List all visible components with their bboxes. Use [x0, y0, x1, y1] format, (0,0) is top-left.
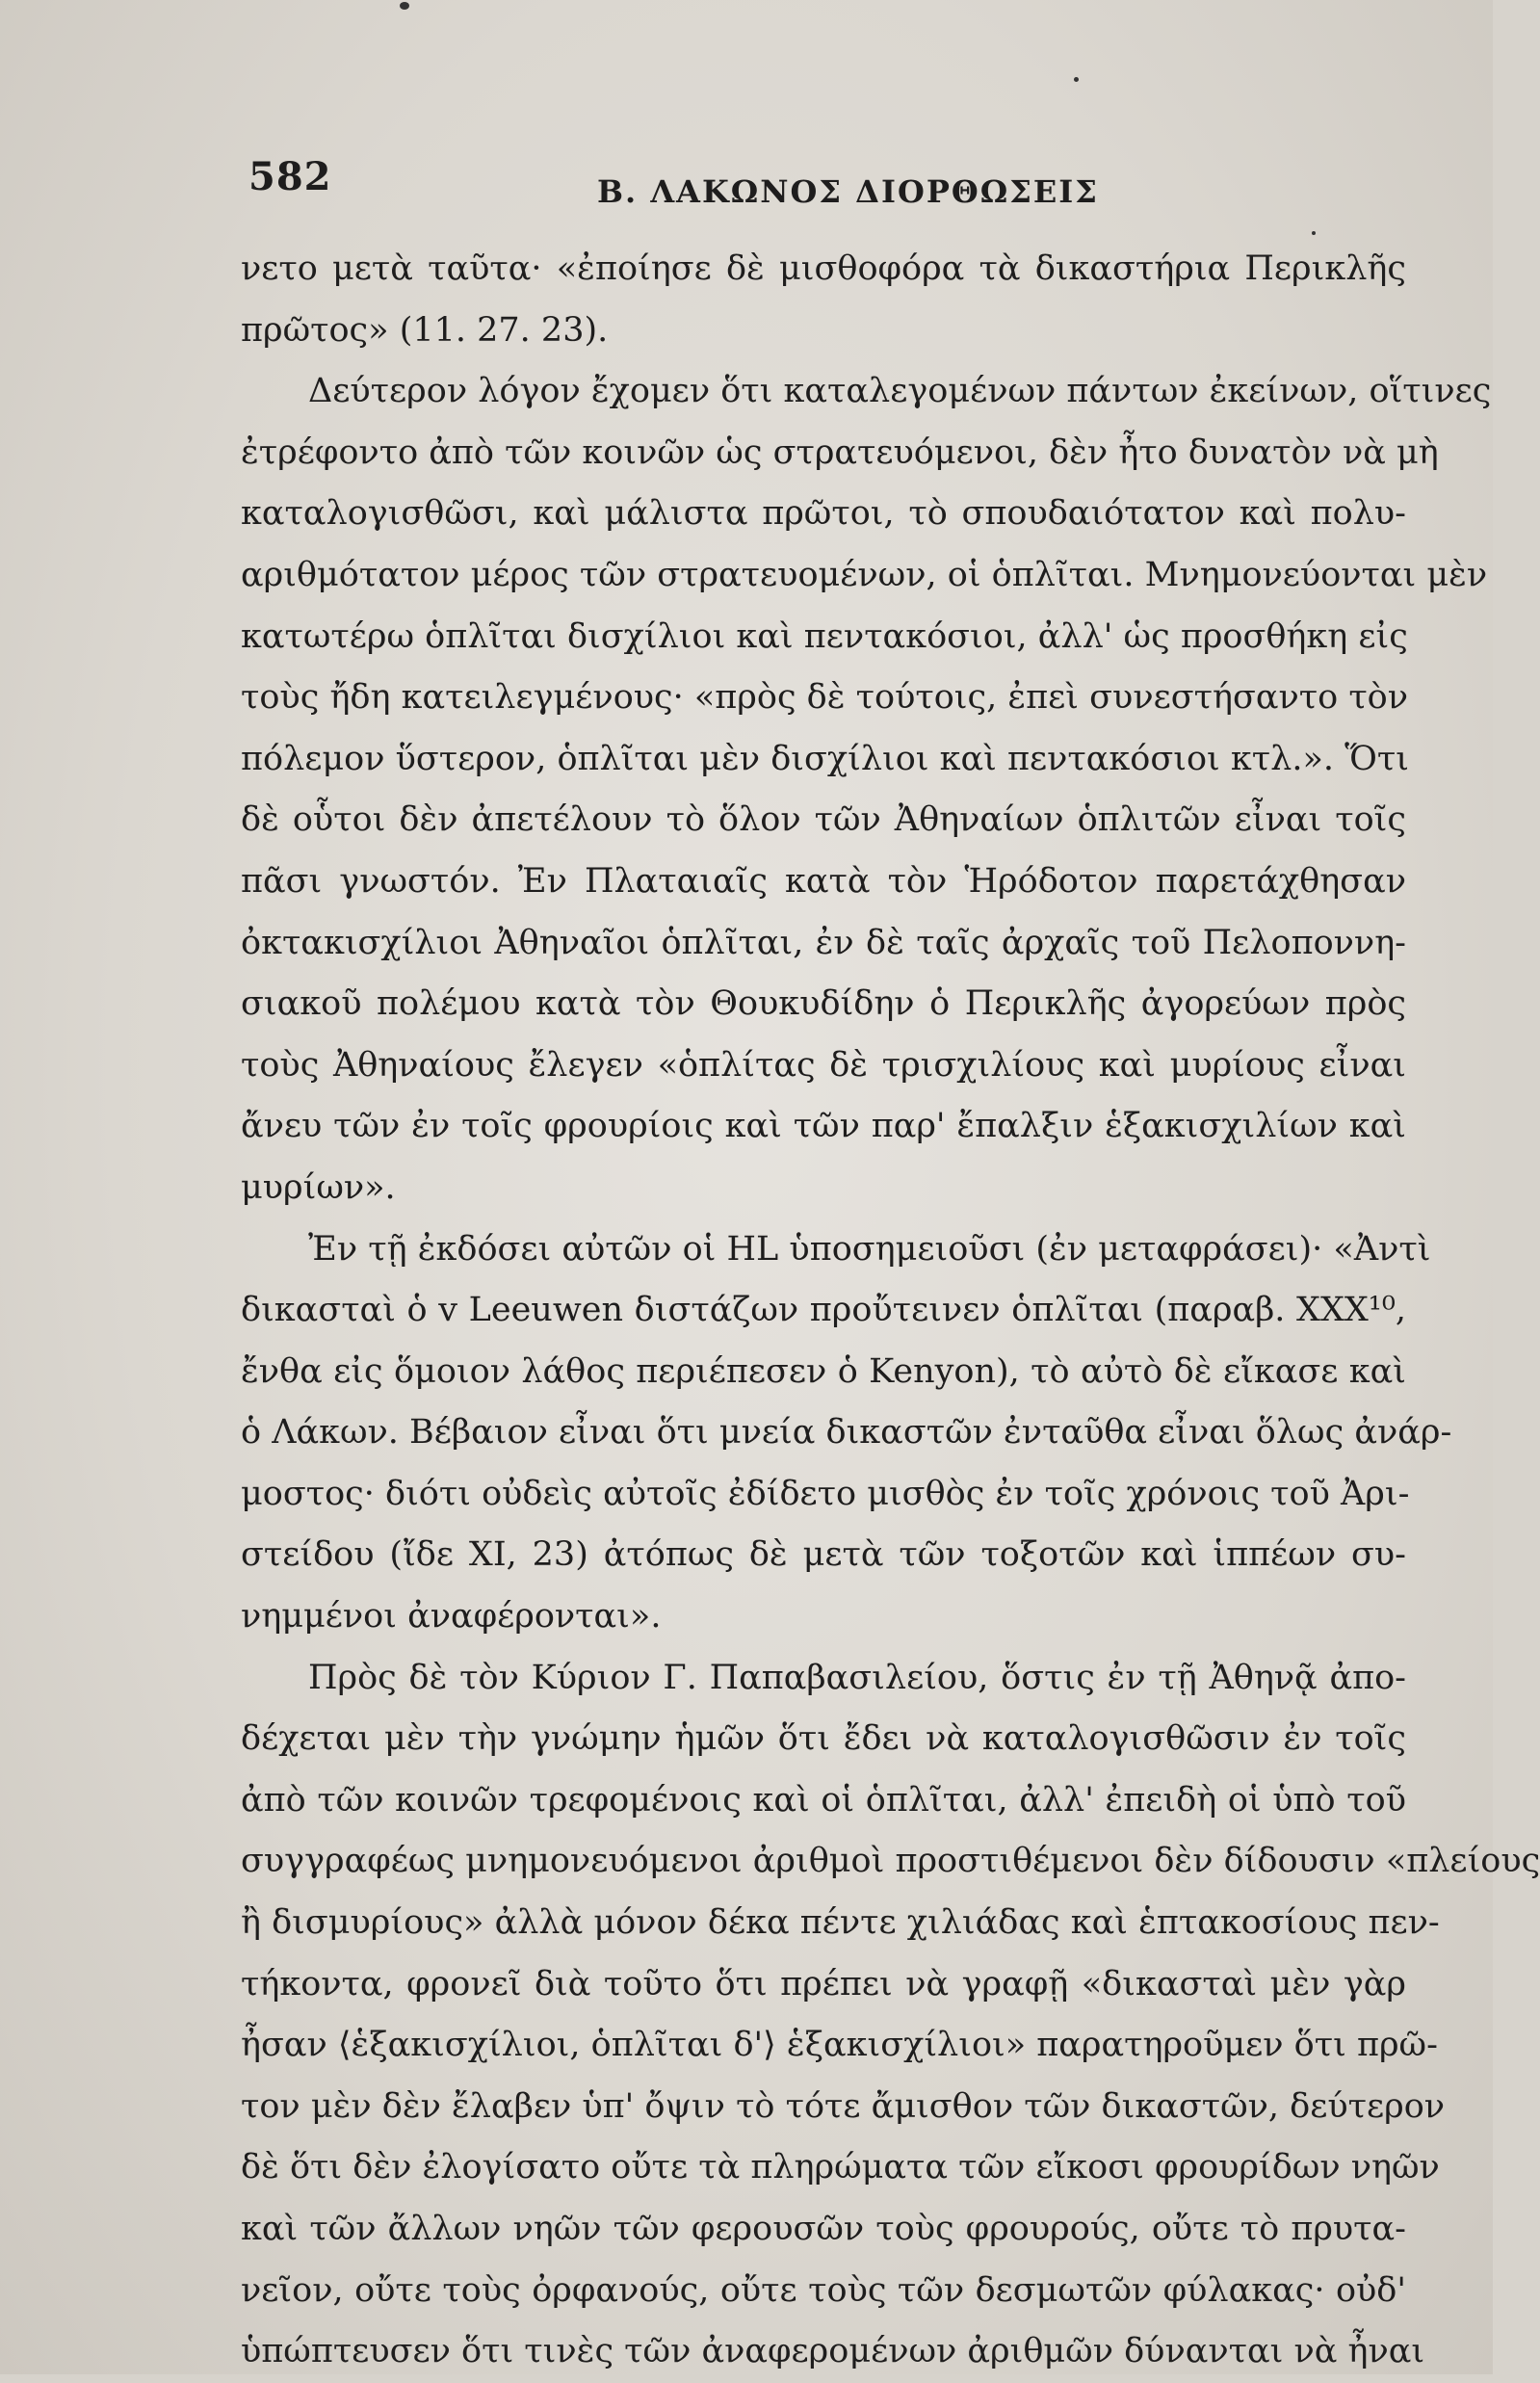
text-line: ὁ Λάκων. Βέβαιον εἶναι ὅτι μνεία δικαστῶν ἐνταῦθα εἶναι ὅλως ἀνάρ- — [241, 1413, 1452, 1453]
text-line: κατωτέρω ὁπλῖται δισχίλιοι καὶ πεντακόσιοι, ἀλλ' ὡς προσθήκη εἰς — [241, 616, 1408, 656]
text-line: δὲ ὅτι δὲν ἐλογίσατο οὔτε τὰ πληρώματα τῶν εἴκοσι φρουρίδων νηῶν — [241, 2148, 1440, 2187]
text-line: τον μὲν δὲν ἔλαβεν ὑπ' ὄψιν τὸ τότε ἄμισθον τῶν δικαστῶν, δεύτερον — [241, 2086, 1446, 2126]
text-line: συγγραφέως μνημονευόμενοι ἀριθμοὶ προστιθέμενοι δὲν δίδουσιν «πλείους — [241, 1842, 1540, 1881]
text-line: μοστος· διότι οὐδεὶς αὐτοῖς ἐδίδετο μισθὸς ἐν τοῖς χρόνοις τοῦ Ἀρι- — [241, 1474, 1410, 1513]
text-line: τήκοντα, φρονεῖ διὰ τοῦτο ὅτι πρέπει νὰ γραφῇ «δικασταὶ μὲν γὰρ — [241, 1964, 1406, 2003]
text-line: καταλογισθῶσι, καὶ μάλιστα πρῶτοι, τὸ σπουδαιότατον καὶ πολυ- — [241, 494, 1406, 534]
text-line: Ἐν τῇ ἐκδόσει αὐτῶν οἱ HL ὑποσημειοῦσι (ἐν μεταφράσει)· «Ἀντὶ — [308, 1229, 1431, 1269]
text-line: πόλεμον ὕστερον, ὁπλῖται μὲν δισχίλιοι καὶ πεντακόσιοι κτλ.». Ὅτι — [241, 739, 1409, 778]
paper-speck — [1312, 231, 1316, 235]
text-line: νετο μετὰ ταῦτα· «ἐποίησε δὲ μισθοφόρα τὰ δικαστήρια Περικλῆς — [241, 249, 1406, 288]
text-line: ἢ δισμυρίους» ἀλλὰ μόνον δέκα πέντε χιλιάδας καὶ ἑπτακοσίους πεν- — [241, 1903, 1440, 1943]
paper-speck — [1074, 77, 1079, 82]
body-text — [241, 239, 1540, 2383]
text-line: μυρίων». — [241, 1167, 396, 1207]
text-line: πρῶτος» (11. 27. 23). — [241, 310, 609, 350]
text-line: τοὺς Ἀθηναίους ἔλεγεν «ὁπλίτας δὲ τρισχιλίους καὶ μυρίους εἶναι — [241, 1045, 1406, 1085]
text-line: δὲ οὗτοι δὲν ἀπετέλουν τὸ ὅλον τῶν Ἀθηναίων ὁπλιτῶν εἶναι τοῖς — [241, 800, 1406, 840]
text-line: νεῖον, οὔτε τοὺς ὀρφανούς, οὔτε τοὺς τῶν δεσμωτῶν φύλακας· οὐδ' — [241, 2270, 1406, 2310]
text-line: Πρὸς δὲ τὸν Κύριον Γ. Παπαβασιλείου, ὅστις ἐν τῇ Ἀθηνᾷ ἀπο- — [308, 1658, 1406, 1697]
running-title: Β. ΛΑΚΩΝΟΣ ΔΙΟΡΘΩΣΕΙΣ — [597, 173, 1099, 210]
text-line: ἔνθα εἰς ὅμοιον λάθος περιέπεσεν ὁ Kenyon), τὸ αὐτὸ δὲ εἴκασε καὶ — [241, 1351, 1406, 1391]
text-line: καὶ τῶν ἄλλων νηῶν τῶν φερουσῶν τοὺς φρουρούς, οὔτε τὸ πρυτα- — [241, 2210, 1406, 2248]
text-line: ἄνευ τῶν ἐν τοῖς φρουρίοις καὶ τῶν παρ' ἔπαλξιν ἑξακισχιλίων καὶ — [241, 1107, 1406, 1146]
text-line: πᾶσι γνωστόν. Ἐν Πλαταιαῖς κατὰ τὸν Ἡρόδοτον παρετάχθησαν — [241, 861, 1406, 901]
paper-speck — [400, 2, 409, 10]
text-line: Δεύτερον λόγον ἔχομεν ὅτι καταλεγομένων πάντων ἐκείνων, οἵτινες — [308, 372, 1492, 411]
text-line: σιακοῦ πολέμου κατὰ τὸν Θουκυδίδην ὁ Περικλῆς ἀγορεύων πρὸς — [241, 984, 1406, 1024]
page-number: 582 — [248, 154, 332, 199]
text-line: ὑπώπτευσεν ὅτι τινὲς τῶν ἀναφερομένων ἀριθμῶν δύνανται νὰ ἦναι — [241, 2332, 1425, 2371]
text-line: τοὺς ἤδη κατειλεγμένους· «πρὸς δὲ τούτοις, ἐπεὶ συνεστήσαντο τὸν — [241, 678, 1409, 718]
text-line: ὀκτακισχίλιοι Ἀθηναῖοι ὁπλῖται, ἐν δὲ ταῖς ἀρχαῖς τοῦ Πελοποννη- — [241, 923, 1406, 962]
text-line: αριθμότατον μέρος τῶν στρατευομένων, οἱ ὁπλῖται. Μνημονεύονται μὲν — [241, 555, 1488, 594]
text-line: δέχεται μὲν τὴν γνώμην ἡμῶν ὅτι ἔδει νὰ καταλογισθῶσιν ἐν τοῖς — [241, 1719, 1406, 1759]
text-line: στείδου (ἴδε XI, 23) ἀτόπως δὲ μετὰ τῶν τοξοτῶν καὶ ἱππέων συ- — [241, 1535, 1406, 1575]
text-line: ἦσαν ⟨ἑξακισχίλιοι, ὁπλῖται δ'⟩ ἑξακισχίλιοι» παρατηροῦμεν ὅτι πρῶ- — [241, 2026, 1438, 2065]
text-line: δικασταὶ ὁ v Leeuwen διστάζων προὔτεινεν ὁπλῖται (παραβ. XXX¹⁰, — [241, 1291, 1406, 1330]
text-line: ἐτρέφοντο ἀπὸ τῶν κοινῶν ὡς στρατευόμενοι, δὲν ἦτο δυνατὸν νὰ μὴ — [241, 432, 1439, 472]
text-line: ἀπὸ τῶν κοινῶν τρεφομένοις καὶ οἱ ὁπλῖται, ἀλλ' ἐπειδὴ οἱ ὑπὸ τοῦ — [241, 1780, 1406, 1820]
text-line: νημμένοι ἀναφέρονται». — [241, 1597, 662, 1637]
